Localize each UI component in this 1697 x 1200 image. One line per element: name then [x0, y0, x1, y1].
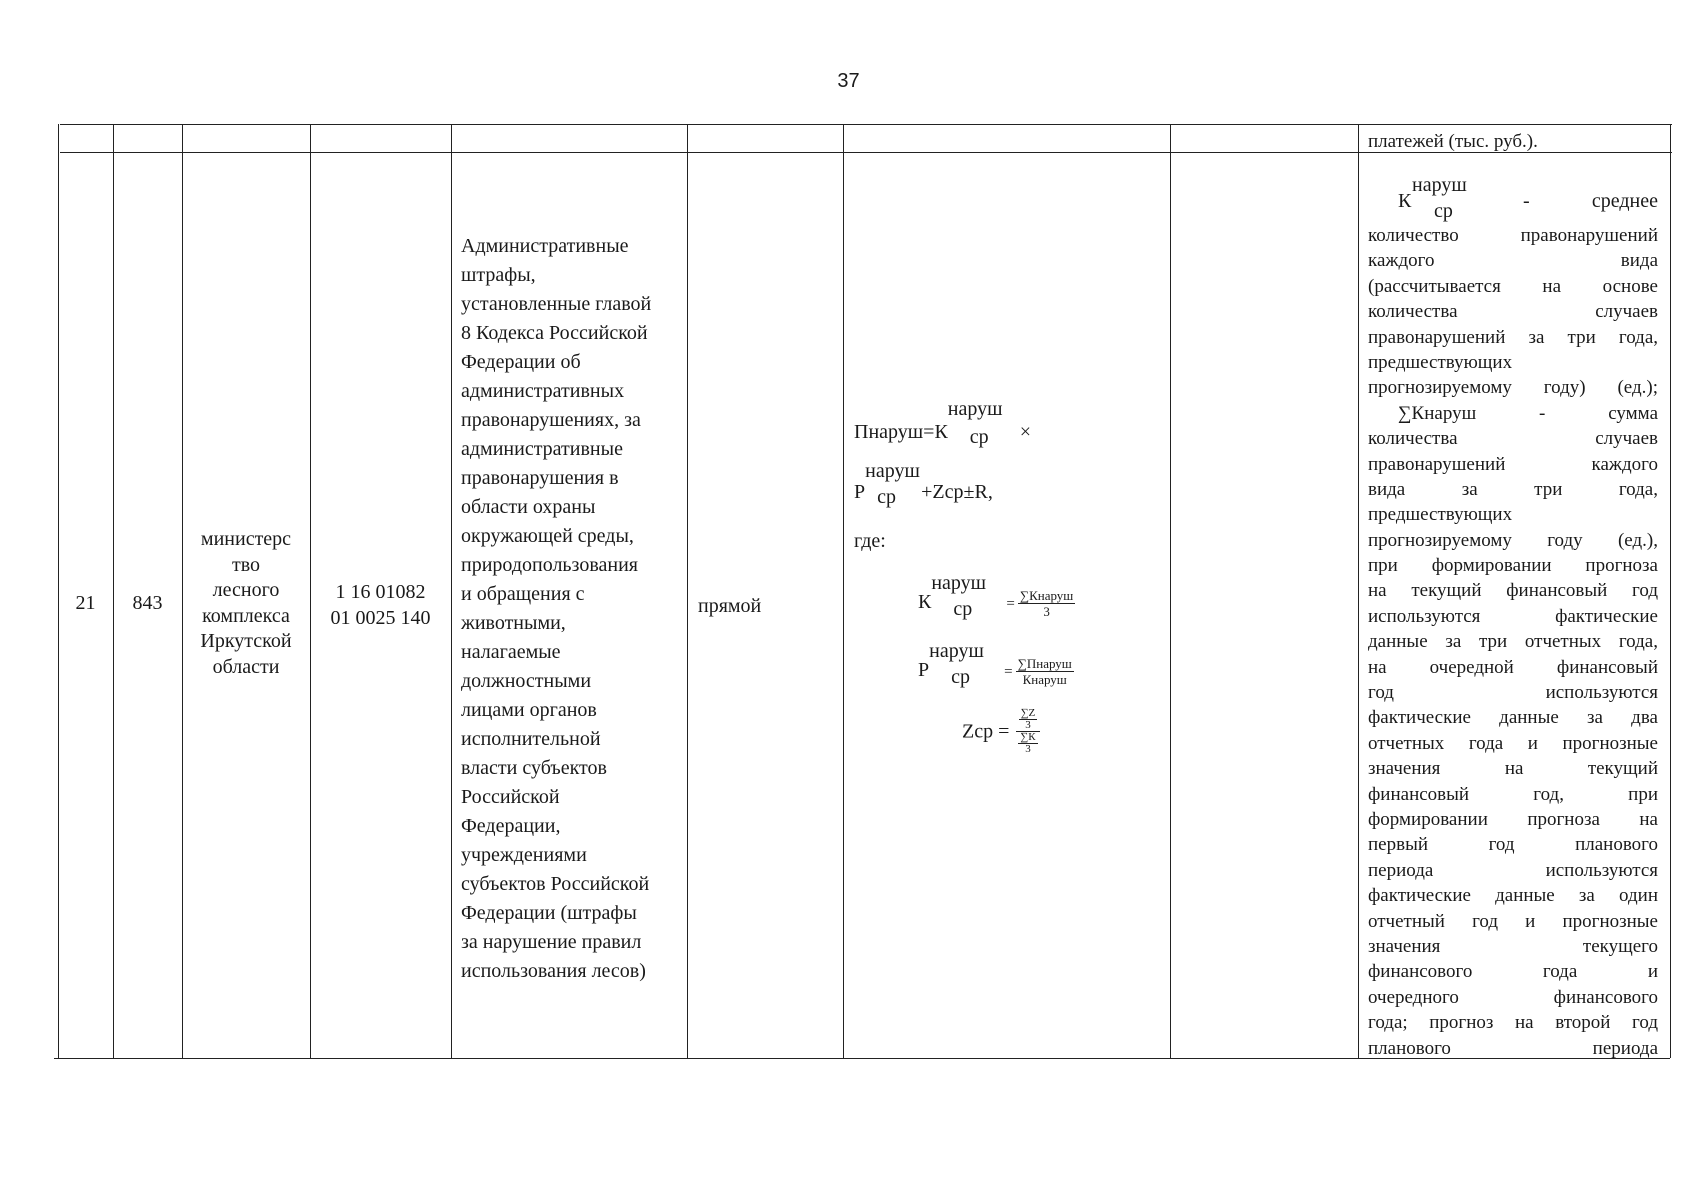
formula-text: +Zср±R, — [921, 481, 993, 503]
formula-superscript: наруш — [947, 398, 1003, 420]
revenue-line: установленные главой — [461, 293, 652, 315]
revenue-line: административных — [461, 380, 625, 402]
description-line: планового периода — [1368, 1037, 1658, 1059]
description-line: количества случаев — [1368, 428, 1658, 450]
administrator-line: Иркутской — [200, 630, 292, 652]
admin-code: 843 — [132, 592, 163, 614]
kbk-code — [310, 580, 451, 631]
formula-subscript: ср — [969, 426, 989, 448]
description-line: очередного финансового — [1368, 986, 1658, 1008]
formula-sup-sub — [929, 640, 1001, 688]
fraction-denominator: 3 — [1025, 743, 1031, 755]
description-line: (рассчитывается на основе — [1368, 275, 1658, 297]
col-border-7 — [1170, 124, 1171, 1058]
formula-fraction — [1016, 656, 1074, 687]
description-line: значения текущего — [1368, 935, 1658, 957]
fraction-numerator — [1016, 708, 1039, 732]
description-line: значения на текущий — [1368, 758, 1658, 780]
description-line: используются фактические — [1368, 605, 1658, 627]
description-line: прогнозируемому году) (ед.); — [1368, 377, 1658, 399]
description-line: отчетных года и прогнозные — [1368, 732, 1658, 754]
formula-text: Р — [918, 659, 930, 681]
nested-fraction — [1018, 732, 1037, 755]
revenue-line: правонарушениях, за — [461, 409, 641, 431]
formula-superscript: наруш — [929, 640, 984, 662]
revenue-line: административные — [461, 438, 623, 460]
revenue-line: за нарушение правил — [461, 931, 642, 953]
administrator-name — [182, 527, 310, 680]
revenue-line: использования лесов) — [461, 960, 646, 982]
description-line: вида за три года, — [1368, 478, 1658, 500]
description-line: прогнозируемому году (ед.), — [1368, 529, 1658, 551]
fraction-numerator: ∑Z — [1020, 707, 1036, 719]
revenue-line: налагаемые — [461, 641, 561, 663]
administrator-line: области — [212, 655, 280, 678]
formula-k-avg — [918, 572, 1158, 620]
formula-superscript: наруш — [865, 460, 920, 482]
description-line: данные за три отчетных года, — [1368, 631, 1658, 653]
description-line: год используются — [1368, 682, 1658, 704]
formula-text: К — [918, 591, 932, 613]
fraction-denominator — [1016, 732, 1039, 755]
revenue-line: животными, — [461, 612, 566, 634]
revenue-line: 8 Кодекса Российской — [461, 322, 648, 344]
revenue-name — [461, 232, 683, 986]
formula-text: Р — [854, 481, 866, 503]
fraction-numerator: ∑Кнаруш — [1019, 587, 1074, 603]
formula-text: × — [1019, 421, 1032, 443]
revenue-line: власти субъектов — [461, 757, 607, 779]
formula-z-avg — [962, 708, 1112, 755]
col-border-9 — [1670, 124, 1671, 1058]
description-line: финансового года и — [1368, 961, 1658, 983]
revenue-line: лицами органов — [461, 699, 597, 721]
revenue-line: исполнительной — [461, 728, 601, 750]
description-line: правонарушений за три года, — [1368, 326, 1658, 348]
revenue-line: Федерации об — [461, 351, 581, 373]
description-line: формировании прогноза на — [1368, 808, 1658, 830]
administrator-line: тво — [231, 553, 261, 576]
revenue-line: Федерации, — [461, 815, 561, 837]
col-border-4 — [451, 124, 452, 1058]
fraction-numerator: ∑К — [1020, 731, 1036, 743]
description-k-letter: К — [1398, 190, 1412, 212]
formula-text: = — [1006, 596, 1015, 612]
fraction-denominator: Кнаруш — [1022, 671, 1067, 687]
description-line: периода используются — [1368, 859, 1658, 881]
description-line: каждого вида — [1368, 250, 1658, 272]
page-number: 37 — [837, 70, 860, 92]
table-top-border — [60, 124, 1672, 125]
description-line: количество правонарушений — [1368, 225, 1658, 246]
description-word: среднее — [1591, 190, 1658, 212]
formula-where: где: — [854, 530, 886, 552]
description-text — [1368, 223, 1658, 1061]
row-number: 21 — [75, 592, 96, 614]
formula-p-avg — [918, 640, 1158, 688]
revenue-line: Российской — [461, 786, 560, 808]
description-subscript: ср — [1434, 200, 1453, 222]
description-line: фактические данные за два — [1368, 707, 1658, 729]
fraction-denominator: 3 — [1025, 719, 1031, 731]
description-line: на текущий финансовый год — [1368, 580, 1658, 602]
col-border-8 — [1358, 124, 1359, 1058]
revenue-line: области охраны — [461, 496, 596, 518]
revenue-line: Административные — [461, 235, 629, 257]
description-line: количества случаев — [1368, 301, 1658, 323]
formula-text: = — [1004, 664, 1013, 680]
revenue-line: учреждениями — [461, 844, 587, 866]
formula-main — [854, 398, 1164, 448]
formula-subscript: ср — [877, 486, 897, 508]
formula-text: Zср = — [962, 720, 1010, 743]
fraction-denominator: 3 — [1043, 603, 1050, 619]
formula-fraction — [1016, 708, 1039, 755]
formula-fraction — [1018, 588, 1076, 619]
col-border-6 — [843, 124, 844, 1058]
administrator-line: лесного — [212, 579, 280, 601]
fraction-numerator: ∑Пнаруш — [1017, 655, 1072, 671]
formula-second-line — [854, 460, 1164, 508]
revenue-line: природопользования — [461, 554, 638, 576]
revenue-line: окружающей среды, — [461, 525, 634, 547]
formula-text: Пнаруш=К — [854, 421, 948, 443]
revenue-line: штрафы, — [461, 264, 536, 286]
description-line: предшествующих — [1368, 504, 1513, 526]
description-dash: - — [1523, 190, 1530, 212]
revenue-line: Федерации (штрафы — [461, 902, 637, 924]
methodology-continuation: платежей (тыс. руб.). — [1368, 131, 1538, 152]
revenue-line: и обращения с — [461, 583, 585, 605]
formula-subscript: ср — [951, 666, 971, 688]
calc-method: прямой — [698, 595, 762, 617]
description-line: на очередной финансовый — [1368, 656, 1658, 678]
description-line: ∑Кнаруш - сумма — [1398, 402, 1658, 424]
nested-fraction — [1019, 708, 1038, 731]
description-line: предшествующих — [1368, 351, 1513, 373]
description-line: отчетный год и прогнозные — [1368, 910, 1658, 932]
formula-sup-sub — [931, 572, 1003, 620]
formula-superscript: наруш — [931, 572, 987, 594]
revenue-line: правонарушения в — [461, 467, 619, 489]
description-head — [1368, 176, 1658, 224]
kbk-line: 01 0025 140 — [330, 606, 431, 629]
formula-sup-sub — [865, 460, 921, 508]
formula-subscript: ср — [953, 598, 973, 620]
administrator-line: министерс — [200, 528, 292, 550]
description-line: фактические данные за один — [1368, 885, 1658, 907]
description-line: первый год планового — [1368, 834, 1658, 856]
col-border-5 — [687, 124, 688, 1058]
formula-sup-sub — [947, 398, 1014, 448]
description-line: финансовый год, при — [1368, 783, 1658, 805]
description-superscript: наруш — [1412, 174, 1467, 196]
revenue-line: должностными — [461, 670, 592, 692]
description-line: при формировании прогноза — [1368, 555, 1658, 577]
description-line: правонарушений каждого — [1368, 453, 1658, 475]
kbk-line: 1 16 01082 — [335, 581, 426, 603]
description-line: года; прогноз на второй год — [1368, 1012, 1658, 1034]
revenue-line: субъектов Российской — [461, 873, 650, 895]
administrator-line: комплекса — [202, 604, 290, 627]
